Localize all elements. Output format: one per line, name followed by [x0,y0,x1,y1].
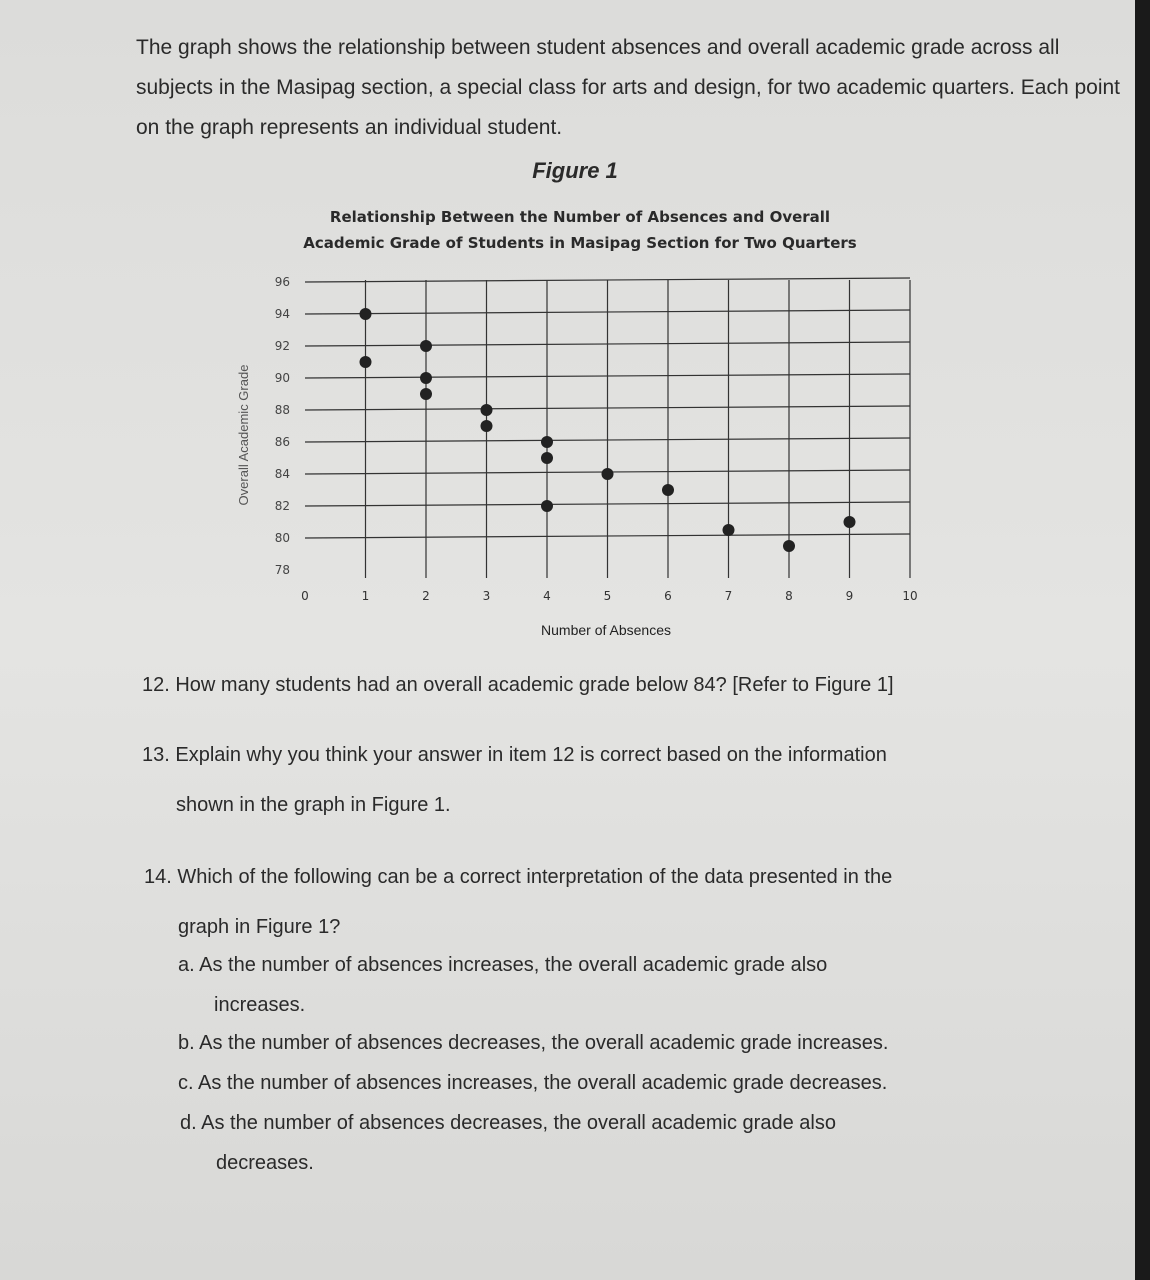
x-tick-label: 8 [785,589,793,603]
x-tick-label: 9 [845,589,854,603]
y-tick-label: 80 [274,531,290,545]
option-a-line2: increases. [214,994,306,1016]
data-point [420,340,432,352]
x-tick-label: 4 [543,589,551,603]
x-tick-label: 5 [603,589,612,603]
data-point [420,372,432,384]
x-tick-label: 2 [422,589,430,603]
question-14-line2: graph in Figure 1? [178,916,341,938]
data-point [360,308,372,320]
figure-label: Figure 1 [532,158,618,183]
option-b: b. As the number of absences decreases, the overall academic grade increases. [178,1032,889,1054]
y-tick-label: 94 [274,307,290,321]
option-a-line1: a. As the number of absences increases, the overall academic grade also [178,954,828,976]
x-tick-label: 6 [664,589,672,603]
data-point [360,356,372,368]
option-d-line1: d. As the number of absences decreases, the overall academic grade also [180,1112,836,1134]
data-point [783,540,795,552]
chart-title-line2: Academic Grade of Students in Masipag Section for Two Quarters [303,234,857,252]
data-point [481,404,493,416]
data-point [541,452,553,464]
y-tick-label: 92 [274,339,290,353]
x-tick-label: 7 [724,589,733,603]
option-c: c. As the number of absences increases, the overall academic grade decreases. [178,1072,888,1094]
question-13-line1: 13. Explain why you think your answer in item 12 is correct based on the information [142,744,887,766]
y-axis-label: Overall Academic Grade [236,364,251,506]
y-tick-label: 78 [274,563,290,577]
data-point [541,500,553,512]
data-point [420,388,432,400]
option-d-line2: decreases. [216,1152,314,1174]
data-point [723,524,735,536]
x-axis-label: Number of Absences [541,622,671,638]
x-tick-label: 1 [361,589,370,603]
intro-paragraph: The graph shows the relationship between student absences and overall academic grade across all subjects in the Masipag section, a special class for arts and design, for two academic quarters. Each point on the graph represents an individual student. [136,36,1121,139]
y-tick-label: 86 [274,435,290,449]
data-point [844,516,856,528]
data-point [602,468,614,480]
data-point [481,420,493,432]
chart-title [270,204,890,256]
grid [305,278,910,578]
x-tick-label: 0 [301,589,309,603]
y-tick-label: 96 [274,275,290,289]
y-tick-label: 82 [274,499,290,513]
y-tick-label: 90 [274,371,290,385]
data-point [541,436,553,448]
chart-title-line1: Relationship Between the Number of Absences and Overall [329,208,831,226]
question-14-line1: 14. Which of the following can be a correct interpretation of the data presented in the [144,866,893,888]
question-13-line2: shown in the graph in Figure 1. [176,794,451,816]
scatter-chart [230,260,930,645]
data-point [662,484,674,496]
x-tick-label: 3 [482,589,491,603]
question-12: 12. How many students had an overall academic grade below 84? [Refer to Figure 1] [142,674,894,696]
y-tick-label: 88 [274,403,290,417]
y-tick-label: 84 [274,467,290,481]
x-tick-label: 10 [902,589,918,603]
